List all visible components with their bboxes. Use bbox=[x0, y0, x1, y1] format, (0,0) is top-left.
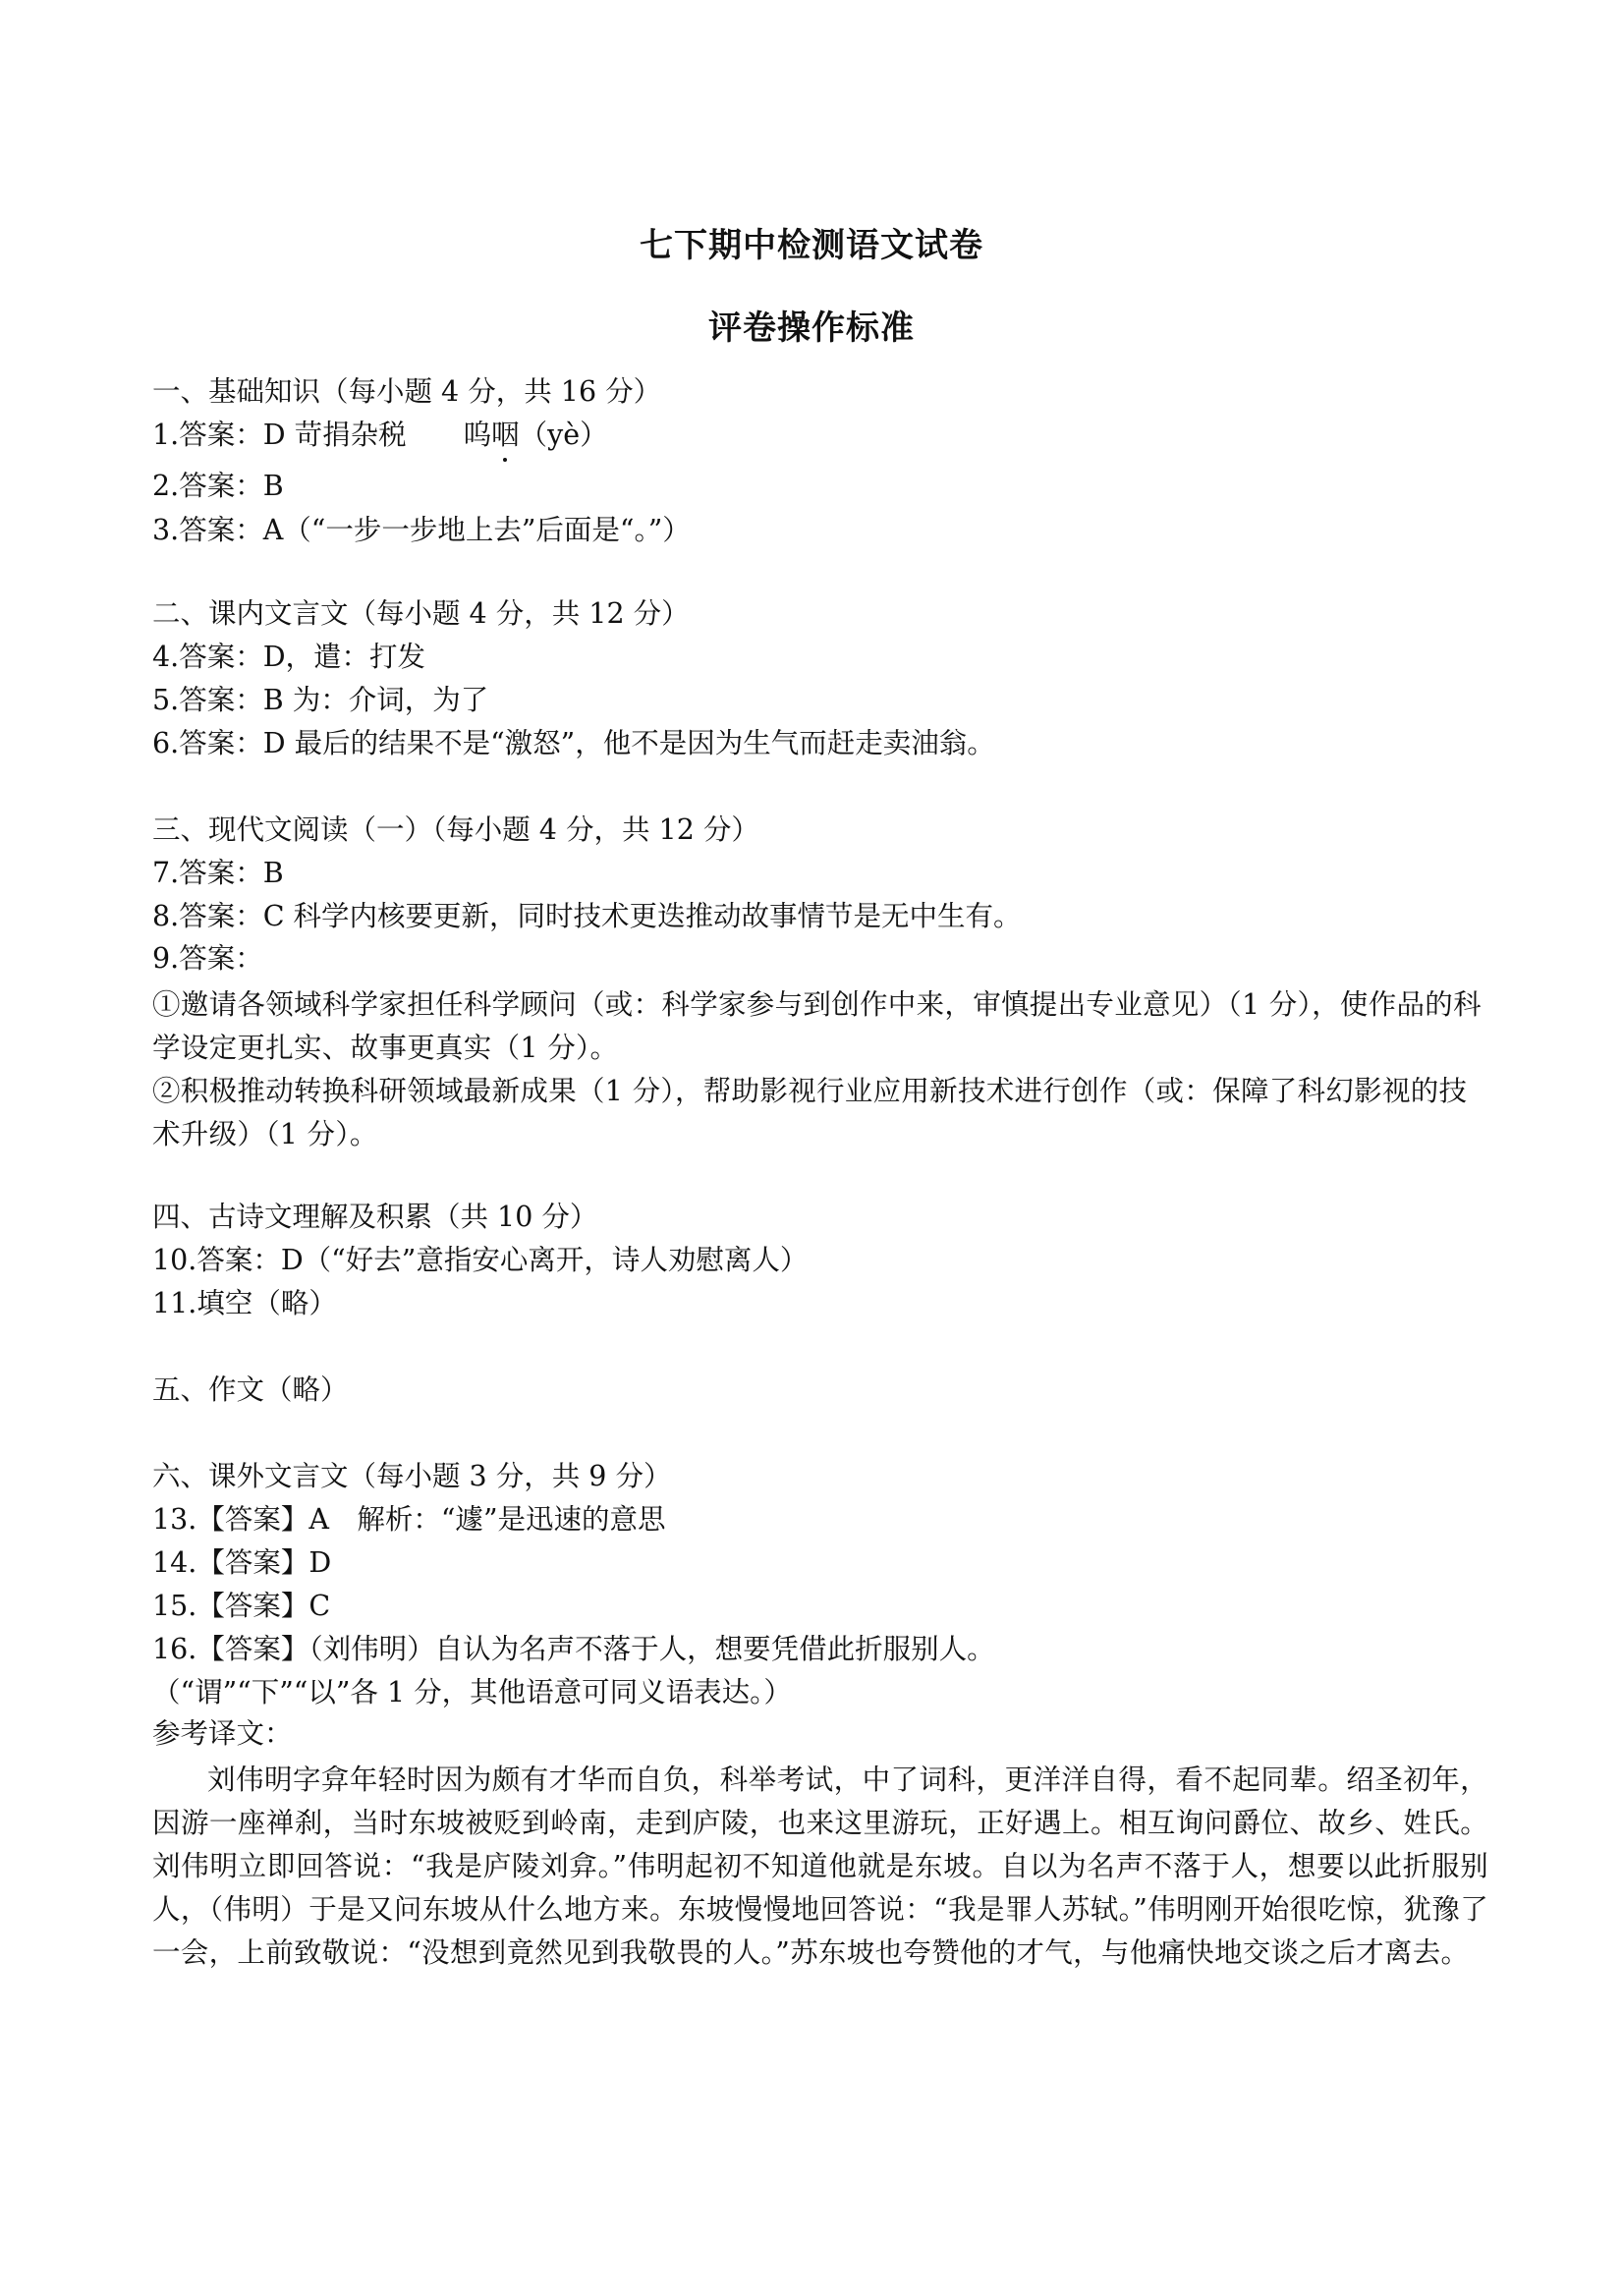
answer-3: 3.答案：A（“一步一步地上去”后面是“。”） bbox=[152, 514, 691, 546]
answer-9-point-2: ②积极推动转换科研领域最新成果（1 分），帮助影视行业应用新技术进行创作（或：保障了科幻影视的技术升级）（1 分）。 bbox=[152, 1075, 1468, 1150]
section-1-heading: 一、基础知识（每小题 4 分，共 16 分） bbox=[152, 375, 662, 408]
answer-13: 13.【答案】A 解析：“遽”是迅速的意思 bbox=[152, 1503, 666, 1536]
answer-4: 4.答案：D，遣：打发 bbox=[152, 641, 426, 673]
answer-9-point-1: ①邀请各领域科学家担任科学顾问（或：科学家参与到创作中来，审慎提出专业意见）（1 分），使作品的科学设定更扎实、故事更真实（1 分）。 bbox=[152, 988, 1482, 1064]
document-title: 七下期中检测语文试卷 bbox=[640, 226, 983, 265]
answer-1-pinyin: （yè） bbox=[519, 419, 608, 451]
answer-5: 5.答案：B 为：介词，为了 bbox=[152, 684, 489, 716]
document-subtitle: 评卷操作标准 bbox=[708, 308, 915, 348]
answer-1 bbox=[152, 417, 1488, 454]
section-6-heading: 六、课外文言文（每小题 3 分，共 9 分） bbox=[152, 1460, 672, 1492]
answer-1-word: 呜 bbox=[463, 419, 492, 451]
answer-15: 15.【答案】C bbox=[152, 1590, 331, 1622]
reference-translation-text: 刘伟明字弇年轻时因为颇有才华而自负，科举考试，中了词科，更洋洋自得，看不起同辈。绍圣初年，因游一座禅刹，当时东坡被贬到岭南，走到庐陵，也来这里游玩，正好遇上。相互询问爵位、故乡、姓氏。刘伟明立即回答说：“我是庐陵刘弇。”伟明起初不知道他就是东坡。自以为名声不落于人，想要以此折服别人，（伟明）于是又问东坡从什么地方来。东坡慢慢地回答说：“我是罪人苏轼。”伟明刚开始很吃惊，犹豫了一会，上前致敬说：“没想到竟然见到我敬畏的人。”苏东坡也夸赞他的才气，与他痛快地交谈之后才离去。 bbox=[152, 1764, 1488, 1969]
answer-6: 6.答案：D 最后的结果不是“激怒”，他不是因为生气而赶走卖油翁。 bbox=[152, 727, 995, 759]
answer-1-dotted-char: 咽 bbox=[491, 417, 520, 454]
answer-16-scoring-note: （“谓”“下”“以”各 1 分，其他语意可同义语表达。） bbox=[152, 1676, 792, 1708]
answer-7: 7.答案：B bbox=[152, 857, 284, 889]
answer-14: 14.【答案】D bbox=[152, 1546, 332, 1579]
answer-9-label: 9.答案： bbox=[152, 942, 263, 975]
section-5-heading: 五、作文（略） bbox=[152, 1373, 349, 1406]
answer-2: 2.答案：B bbox=[152, 470, 284, 502]
answer-10: 10.答案：D（“好去”意指安心离开，诗人劝慰离人） bbox=[152, 1244, 809, 1276]
answer-1-text: 1.答案：D 苛捐杂税 bbox=[152, 419, 407, 451]
section-3-heading: 三、现代文阅读（一）（每小题 4 分，共 12 分） bbox=[152, 813, 759, 846]
section-4-heading: 四、古诗文理解及积累（共 10 分） bbox=[152, 1201, 598, 1233]
section-2-heading: 二、课内文言文（每小题 4 分，共 12 分） bbox=[152, 597, 690, 630]
answer-8: 8.答案：C 科学内核要更新，同时技术更迭推动故事情节是无中生有。 bbox=[152, 900, 1022, 932]
reference-translation-label: 参考译文： bbox=[152, 1717, 293, 1750]
answer-11: 11.填空（略） bbox=[152, 1287, 337, 1319]
answer-16: 16.【答案】（刘伟明）自认为名声不落于人，想要凭借此折服别人。 bbox=[152, 1633, 995, 1665]
